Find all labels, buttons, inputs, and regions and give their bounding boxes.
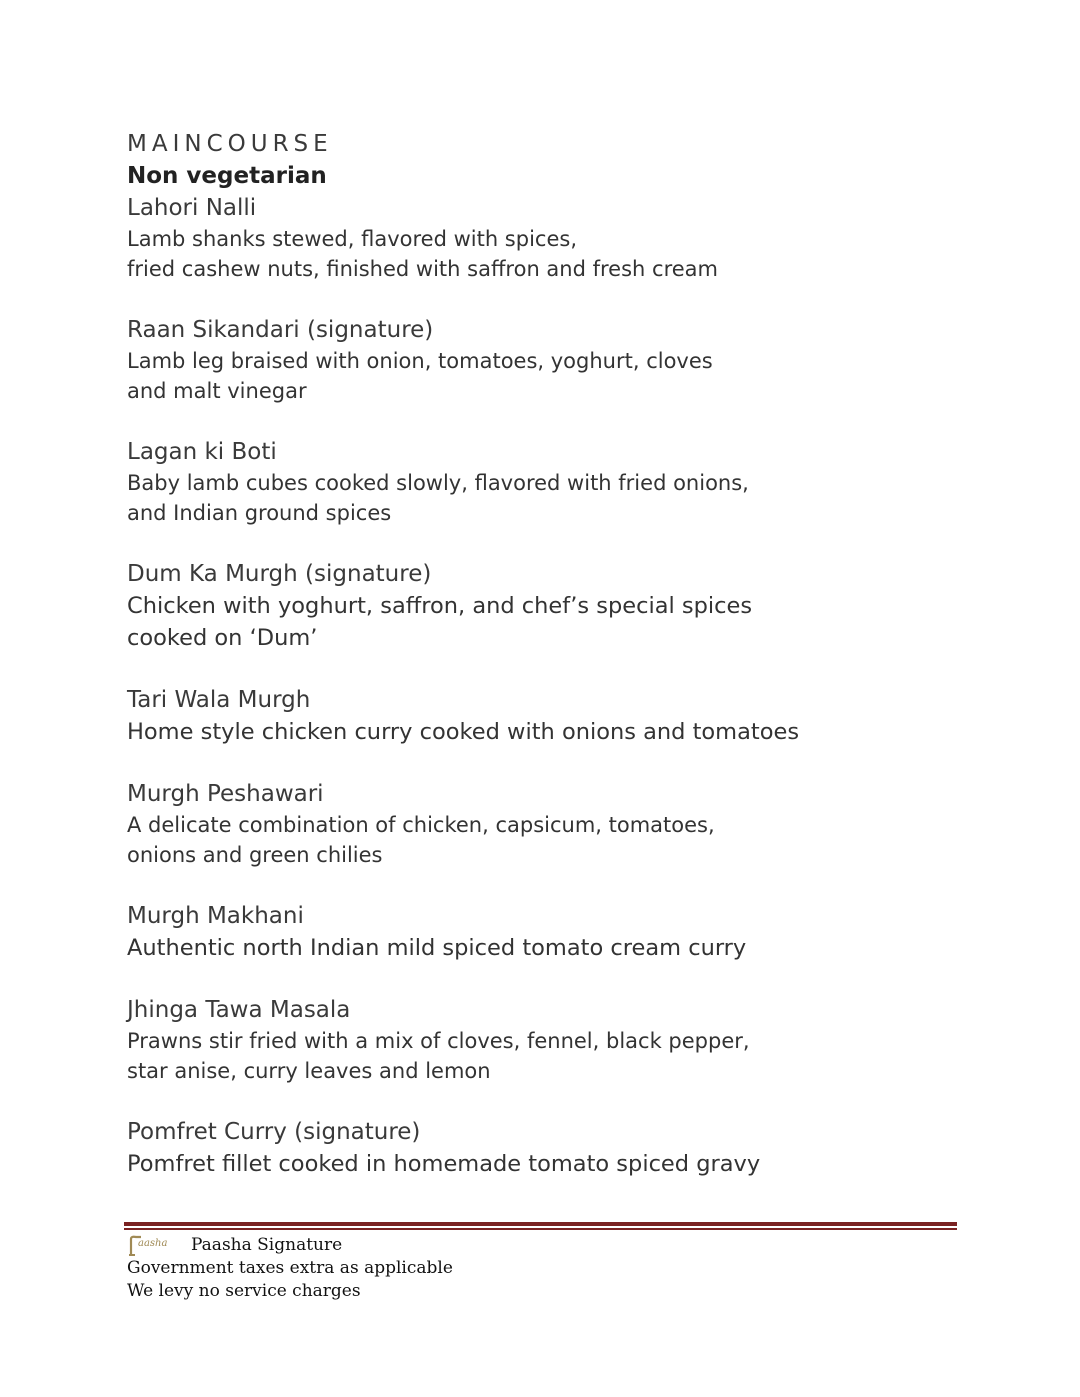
dish-item [127, 436, 947, 528]
dish-description-line: star anise, curry leaves and lemon [127, 1059, 491, 1083]
footer-divider [124, 1222, 957, 1226]
footer-tax-note: Government taxes extra as applicable [127, 1258, 453, 1278]
dish-description [127, 346, 947, 406]
footer-divider-thin [124, 1228, 957, 1230]
dish-name: Dum Ka Murgh (signature) [127, 561, 432, 587]
dish-description-line: Lamb shanks stewed, flavored with spices, [127, 227, 577, 251]
dish-description-line: Lamb leg braised with onion, tomatoes, yoghurt, cloves [127, 349, 713, 373]
dish-item [127, 192, 947, 284]
dish-description-line: Chicken with yoghurt, saffron, and chef’s special spices [127, 593, 753, 619]
footer [127, 1234, 453, 1303]
dish-name: Lahori Nalli [127, 195, 257, 221]
dish-item [127, 684, 947, 748]
paasha-logo-icon [127, 1235, 187, 1257]
dish-description-line: Pomfret fillet cooked in homemade tomato spiced gravy [127, 1151, 761, 1177]
dish-description-line: fried cashew nuts, finished with saffron and fresh cream [127, 257, 718, 281]
dish-item [127, 900, 947, 964]
dish-description [127, 1148, 947, 1180]
footer-brand-row [127, 1234, 453, 1257]
menu-content [127, 128, 947, 1210]
dish-item [127, 778, 947, 870]
svg-text:aasha: aasha [138, 1238, 168, 1249]
dish-item [127, 558, 947, 654]
dish-name: Lagan ki Boti [127, 439, 277, 465]
dish-name: Murgh Peshawari [127, 781, 324, 807]
dish-description [127, 1026, 947, 1086]
dish-description-line: onions and green chilies [127, 843, 383, 867]
dish-description-line: cooked on ‘Dum’ [127, 625, 318, 651]
dish-name: Pomfret Curry (signature) [127, 1119, 421, 1145]
dish-description-line: Authentic north Indian mild spiced tomato cream curry [127, 935, 747, 961]
dish-description-line: Baby lamb cubes cooked slowly, flavored with fried onions, [127, 471, 749, 495]
section-title: MAINCOURSE [127, 131, 333, 157]
footer-brand: Paasha Signature [191, 1235, 343, 1255]
dish-description [127, 590, 947, 654]
dish-description [127, 932, 947, 964]
dish-name: Raan Sikandari (signature) [127, 317, 434, 343]
dish-description-line: A delicate combination of chicken, capsicum, tomatoes, [127, 813, 715, 837]
dish-description [127, 468, 947, 528]
dish-description [127, 224, 947, 284]
footer-service-note: We levy no service charges [127, 1281, 361, 1301]
dish-description-line: and Indian ground spices [127, 501, 392, 525]
dish-description [127, 716, 947, 748]
dish-description-line: Home style chicken curry cooked with onions and tomatoes [127, 719, 800, 745]
dish-description-line: and malt vinegar [127, 379, 307, 403]
dish-description [127, 810, 947, 870]
dish-name: Jhinga Tawa Masala [127, 997, 351, 1023]
dish-item [127, 314, 947, 406]
section-subtitle: Non vegetarian [127, 163, 327, 189]
dish-item [127, 1116, 947, 1180]
dish-name: Murgh Makhani [127, 903, 304, 929]
dish-name: Tari Wala Murgh [127, 687, 311, 713]
dish-item [127, 994, 947, 1086]
dish-description-line: Prawns stir fried with a mix of cloves, fennel, black pepper, [127, 1029, 750, 1053]
